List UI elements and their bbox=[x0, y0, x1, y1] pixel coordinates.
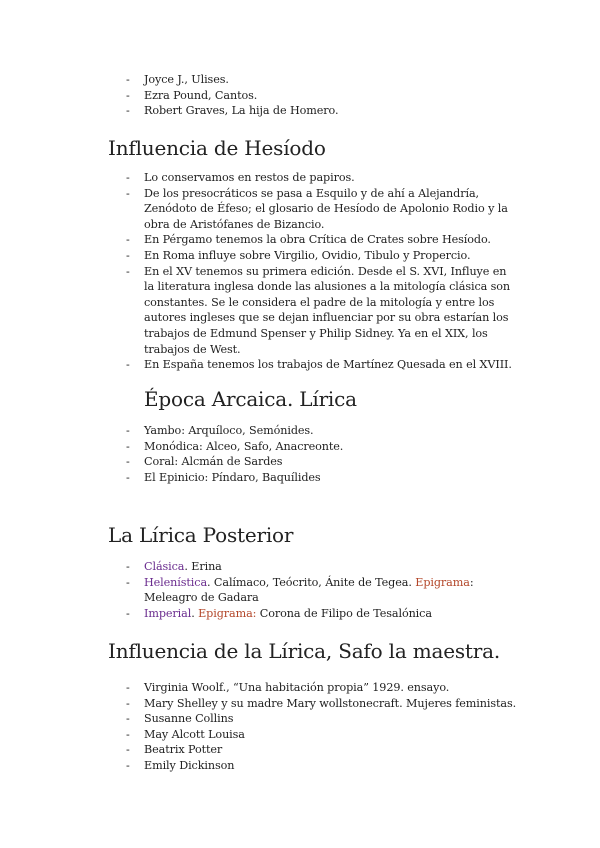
list-item: - Susanne Collins bbox=[108, 711, 528, 727]
list-item: - Joyce J., Ulises. bbox=[108, 72, 528, 88]
list-posterior bbox=[108, 559, 518, 621]
heading-hesiodo: Influencia de Hesíodo bbox=[108, 136, 326, 160]
list-item: - Ezra Pound, Cantos. bbox=[108, 88, 528, 104]
label-epigrama: Epigrama: bbox=[198, 606, 257, 620]
list-top bbox=[108, 72, 528, 119]
list-item: - Virginia Woolf., “Una habitación propia” 1929. ensayo. bbox=[108, 680, 528, 696]
heading-safo: Influencia de la Lírica, Safo la maestra. bbox=[108, 639, 500, 663]
label-epigrama: Epigrama bbox=[415, 575, 470, 589]
list-item: - Yambo: Arquíloco, Semónides. bbox=[108, 423, 528, 439]
list-item: - May Alcott Louisa bbox=[108, 727, 528, 743]
item-text: . Calímaco, Teócrito, Ánite de Tegea. bbox=[207, 575, 416, 589]
item-text: Corona de Filipo de Tesalónica bbox=[256, 606, 432, 620]
label-clasica: Clásica bbox=[144, 560, 185, 573]
label-imperial: Imperial bbox=[144, 606, 192, 620]
list-item bbox=[108, 606, 518, 622]
list-arcaica bbox=[108, 423, 528, 485]
list-item: - Beatrix Potter bbox=[108, 742, 528, 758]
item-text: . bbox=[191, 606, 199, 620]
item-text: : Meleagro de Gadara bbox=[144, 575, 474, 605]
list-item: - Robert Graves, La hija de Homero. bbox=[108, 103, 528, 119]
list-item: - En el XV tenemos su primera edición. Desde el S. XVI, Influye en la literatura inglesa donde las alusiones a la mitología clásica son constantes. Se le considera el padre de la mitología y entre los autores ingleses que se dejan influenciar por su obra estarían los trabajos de Edmund Spenser y Philip Sidney. Ya en el XIX, los trabajos de West. bbox=[108, 264, 518, 358]
list-hesiodo bbox=[108, 170, 518, 373]
list-item: - En Roma influye sobre Virgilio, Ovidio, Tibulo y Propercio. bbox=[108, 248, 518, 264]
list-item: - Lo conservamos en restos de papiros. bbox=[108, 170, 518, 186]
list-item: - En España tenemos los trabajos de Martínez Quesada en el XVIII. bbox=[108, 357, 518, 373]
item-text: . Erina bbox=[184, 560, 222, 573]
list-item: - El Epinicio: Píndaro, Baquílides bbox=[108, 470, 528, 486]
list-item: - Emily Dickinson bbox=[108, 758, 528, 774]
list-item bbox=[108, 575, 518, 606]
list-item: - Monódica: Alceo, Safo, Anacreonte. bbox=[108, 439, 528, 455]
list-safo bbox=[108, 680, 528, 774]
list-item: - Coral: Alcmán de Sardes bbox=[108, 454, 528, 470]
heading-arcaica: Época Arcaica. Lírica bbox=[144, 387, 357, 411]
list-item bbox=[108, 559, 518, 575]
label-helenistica: Helenística bbox=[144, 575, 208, 589]
list-item: - Mary Shelley y su madre Mary wollstonecraft. Mujeres feministas. bbox=[108, 696, 528, 712]
list-item: - En Pérgamo tenemos la obra Crítica de Crates sobre Hesíodo. bbox=[108, 232, 518, 248]
heading-posterior: La Lírica Posterior bbox=[108, 523, 294, 547]
list-item: - De los presocráticos se pasa a Esquilo y de ahí a Alejandría, Zenódoto de Éfeso; el glosario de Hesíodo de Apolonio Rodio y la obra de Aristófanes de Bizancio. bbox=[108, 186, 518, 233]
